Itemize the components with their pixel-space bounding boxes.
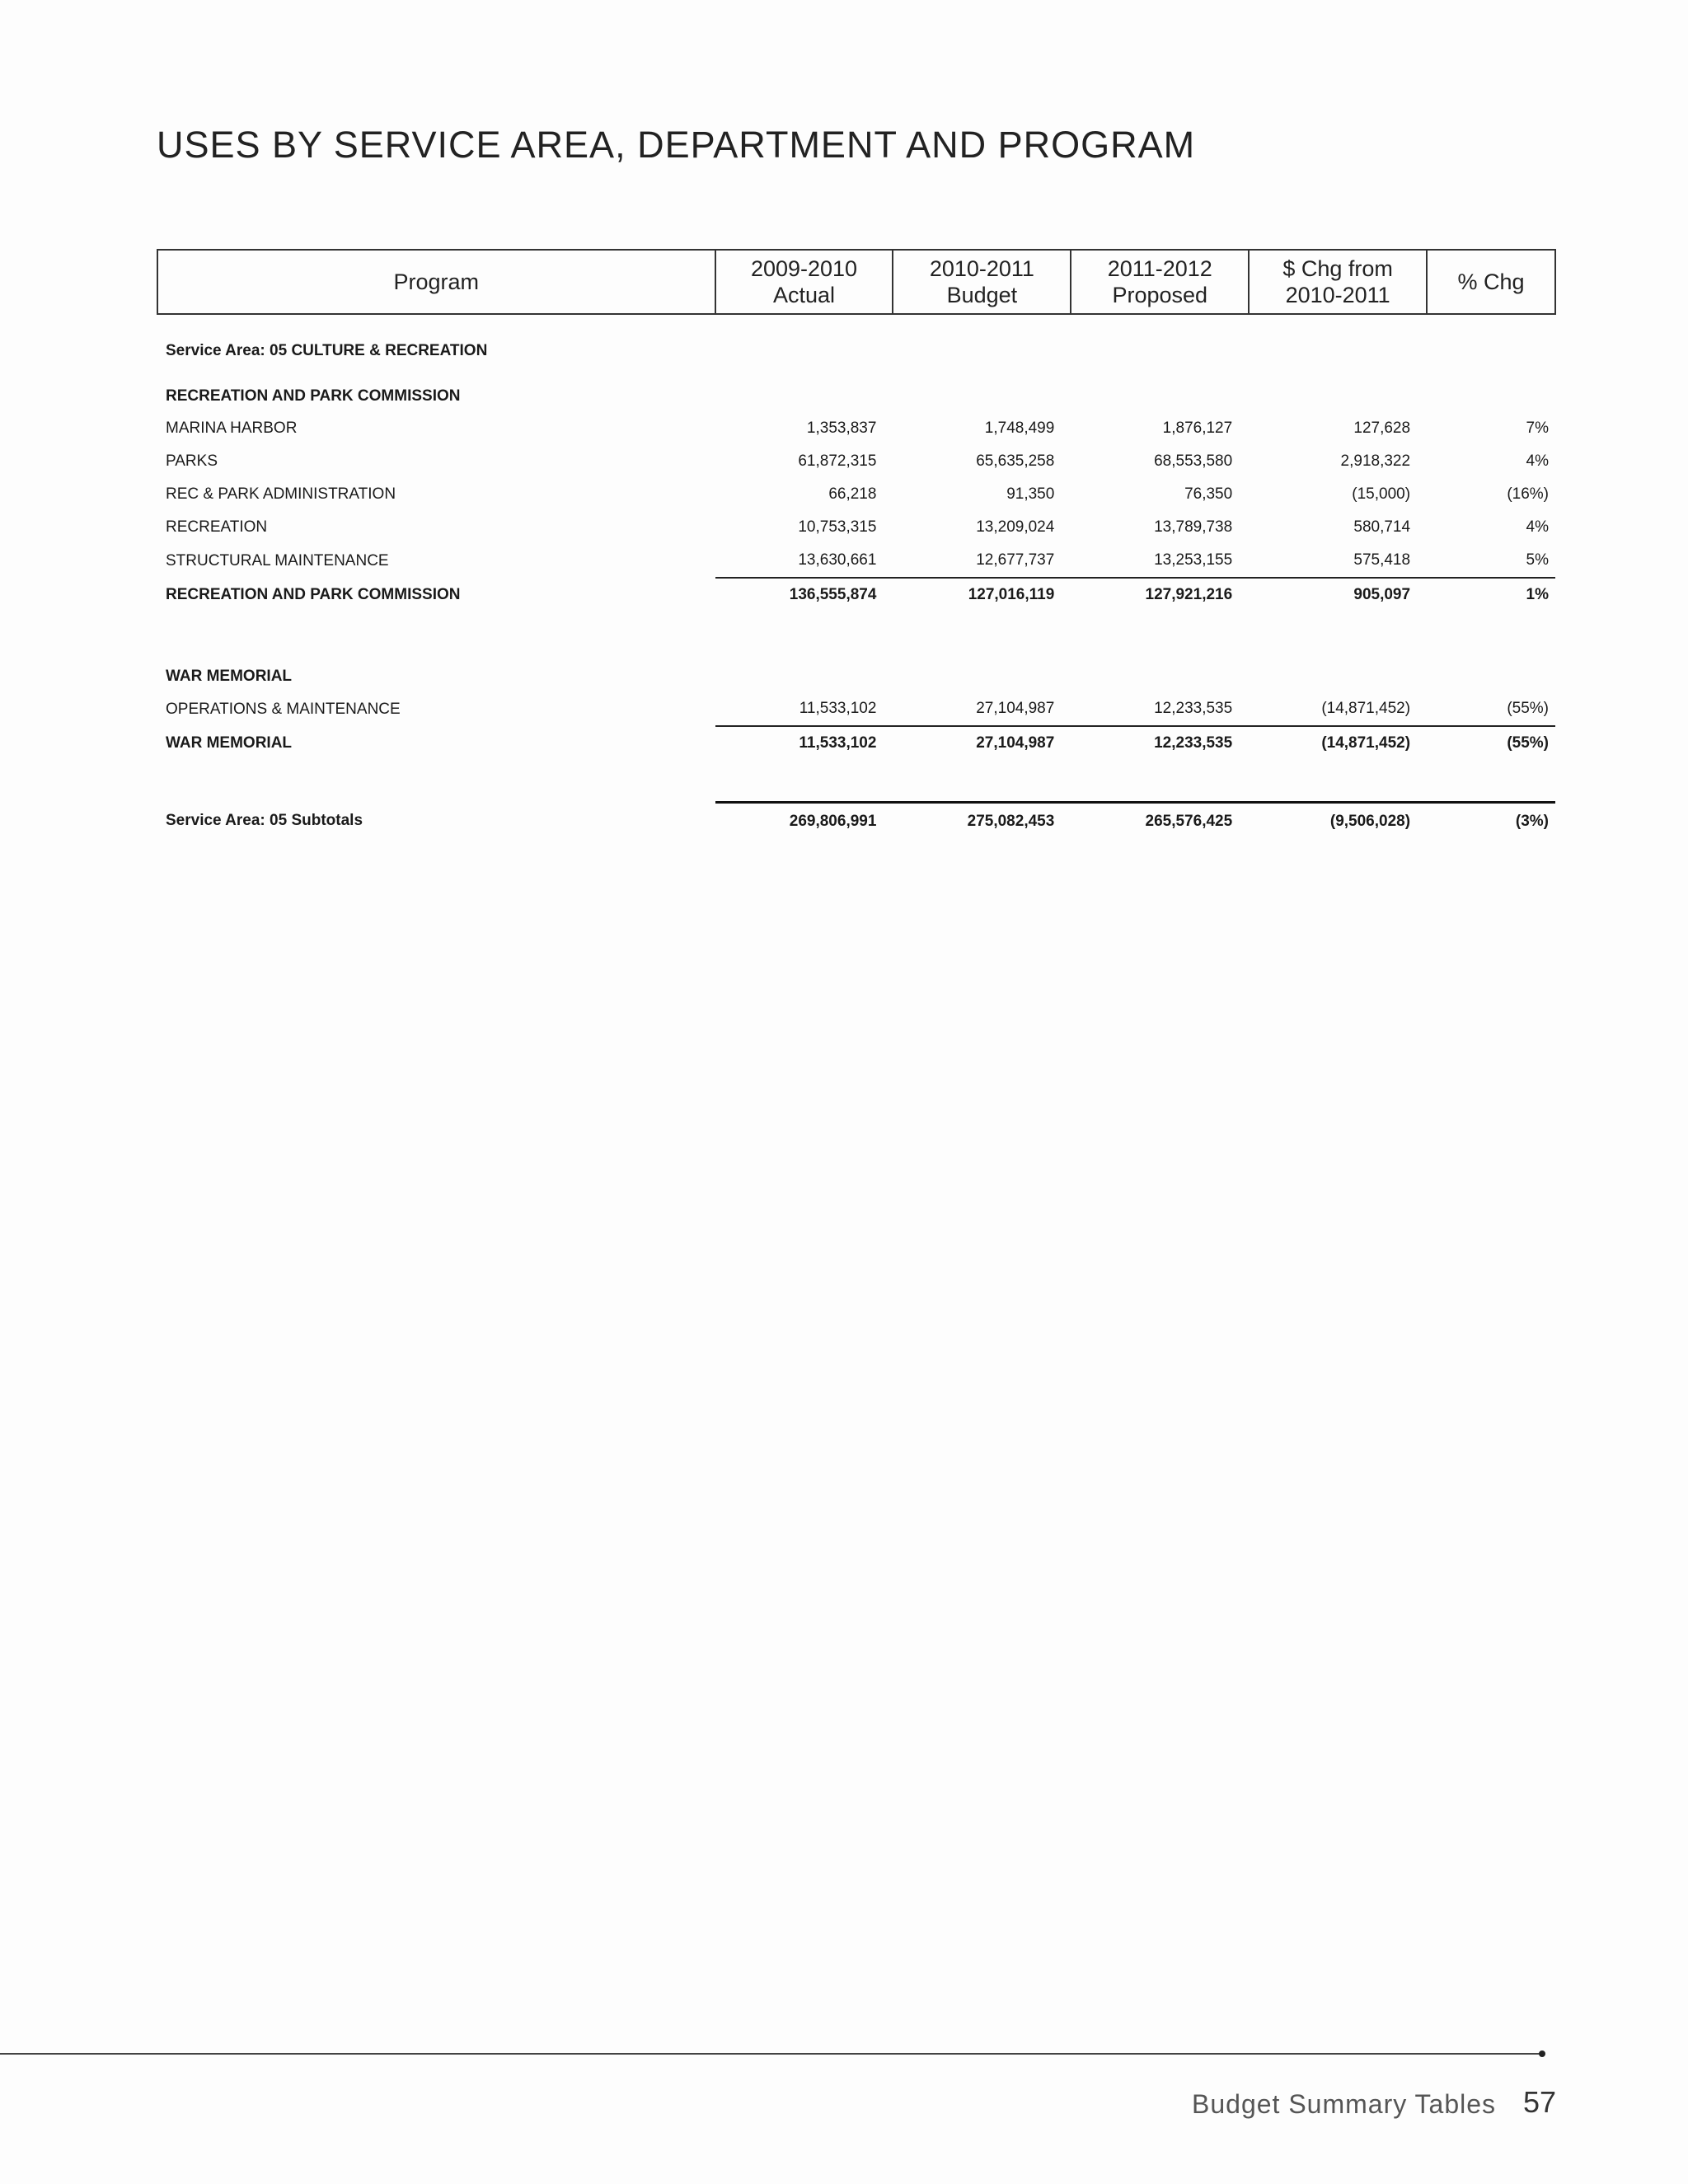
actual-value: 66,218 [828,485,877,503]
total-budget: 127,016,119 [893,578,1071,612]
proposed-value: 76,350 [1184,485,1233,503]
total-actual: 136,555,874 [715,578,893,612]
department-total-row [157,726,1555,760]
dollar-change-value: 127,628 [1353,419,1411,437]
total-proposed: 12,233,535 [1071,726,1249,760]
footer-divider-dot [1539,2050,1545,2057]
actual-value: 13,630,661 [798,551,877,569]
percent-change-value: 4% [1526,452,1549,470]
percent-change-value: (16%) [1507,485,1549,503]
percent-change-value: 5% [1526,551,1549,569]
subtotal-percent-change: (3%) [1427,803,1555,841]
total-actual: 11,533,102 [715,726,893,760]
header-budget-label: Budget [946,283,1018,307]
program-name: PARKS [166,452,218,470]
table-row [157,412,1555,445]
subtotal-proposed: 265,576,425 [1071,803,1249,841]
header-actual-year: 2009-2010 [750,256,858,281]
budget-value: 13,209,024 [976,518,1055,536]
header-percent-change: % Chg [1427,250,1555,314]
budget-table [157,249,1556,840]
subtotal-label: Service Area: 05 Subtotals [166,812,363,830]
program-name: MARINA HARBOR [166,419,298,437]
proposed-value: 12,233,535 [1154,700,1233,717]
table-row [157,445,1555,478]
header-proposed-label: Proposed [1112,283,1208,307]
program-name: STRUCTURAL MAINTENANCE [166,551,389,569]
service-area-label: Service Area: 05 CULTURE & RECREATION [166,342,488,359]
department-total-row [157,578,1555,612]
table-row [157,511,1555,544]
page-number: 57 [1523,2085,1557,2119]
table-header-row [157,250,1555,314]
dollar-change-value: 575,418 [1353,551,1411,569]
header-proposed [1071,250,1249,314]
proposed-value: 68,553,580 [1154,452,1233,470]
dollar-change-value: 580,714 [1353,518,1411,536]
table-row [157,544,1555,578]
proposed-value: 13,253,155 [1154,551,1233,569]
department-heading-row [157,381,1555,412]
percent-change-value: 7% [1526,419,1549,437]
budget-value: 27,104,987 [976,700,1055,717]
program-name: REC & PARK ADMINISTRATION [166,485,396,503]
total-dollar-change: (14,871,452) [1249,726,1427,760]
department-name: RECREATION AND PARK COMMISSION [166,387,461,405]
total-percent-change: 1% [1427,578,1555,612]
header-actual [715,250,893,314]
table-row [157,692,1555,726]
service-area-subtotal-row [157,803,1555,841]
percent-change-value: 4% [1526,518,1549,536]
total-label: RECREATION AND PARK COMMISSION [166,585,461,603]
subtotal-dollar-change: (9,506,028) [1249,803,1427,841]
header-budget-year: 2010-2011 [929,256,1034,281]
department-name: WAR MEMORIAL [166,668,293,685]
total-label: WAR MEMORIAL [166,733,293,752]
budget-value: 1,748,499 [984,419,1055,437]
actual-value: 11,533,102 [799,700,877,717]
header-proposed-year: 2011-2012 [1107,256,1212,281]
dollar-change-value: (14,871,452) [1321,700,1411,717]
dollar-change-value: (15,000) [1352,485,1411,503]
header-change-year: 2010-2011 [1285,283,1390,307]
proposed-value: 1,876,127 [1162,419,1233,437]
footer-section-title: Budget Summary Tables [1192,2089,1497,2119]
subtotal-actual: 269,806,991 [715,803,893,841]
header-change-label: $ Chg from [1282,256,1393,281]
page-title: USES BY SERVICE AREA, DEPARTMENT AND PROGRAM [157,124,1196,166]
budget-value: 12,677,737 [976,551,1055,569]
spacer-row [157,612,1555,661]
budget-value: 65,635,258 [976,452,1055,470]
header-actual-label: Actual [772,283,836,307]
budget-value: 91,350 [1006,485,1055,503]
department-heading-row [157,661,1555,692]
service-area-row [157,314,1555,381]
footer-divider [0,2053,1543,2055]
total-budget: 27,104,987 [893,726,1071,760]
proposed-value: 13,789,738 [1154,518,1233,536]
program-name: OPERATIONS & MAINTENANCE [166,700,401,718]
total-dollar-change: 905,097 [1249,578,1427,612]
header-dollar-change [1249,250,1427,314]
program-name: RECREATION [166,518,268,536]
header-budget [893,250,1071,314]
spacer-row [157,760,1555,803]
actual-value: 1,353,837 [806,419,877,437]
dollar-change-value: 2,918,322 [1340,452,1411,470]
table-row [157,478,1555,511]
percent-change-value: (55%) [1507,700,1549,717]
total-percent-change: (55%) [1427,726,1555,760]
actual-value: 10,753,315 [798,518,877,536]
actual-value: 61,872,315 [798,452,877,470]
total-proposed: 127,921,216 [1071,578,1249,612]
header-program: Program [157,250,715,314]
subtotal-budget: 275,082,453 [893,803,1071,841]
